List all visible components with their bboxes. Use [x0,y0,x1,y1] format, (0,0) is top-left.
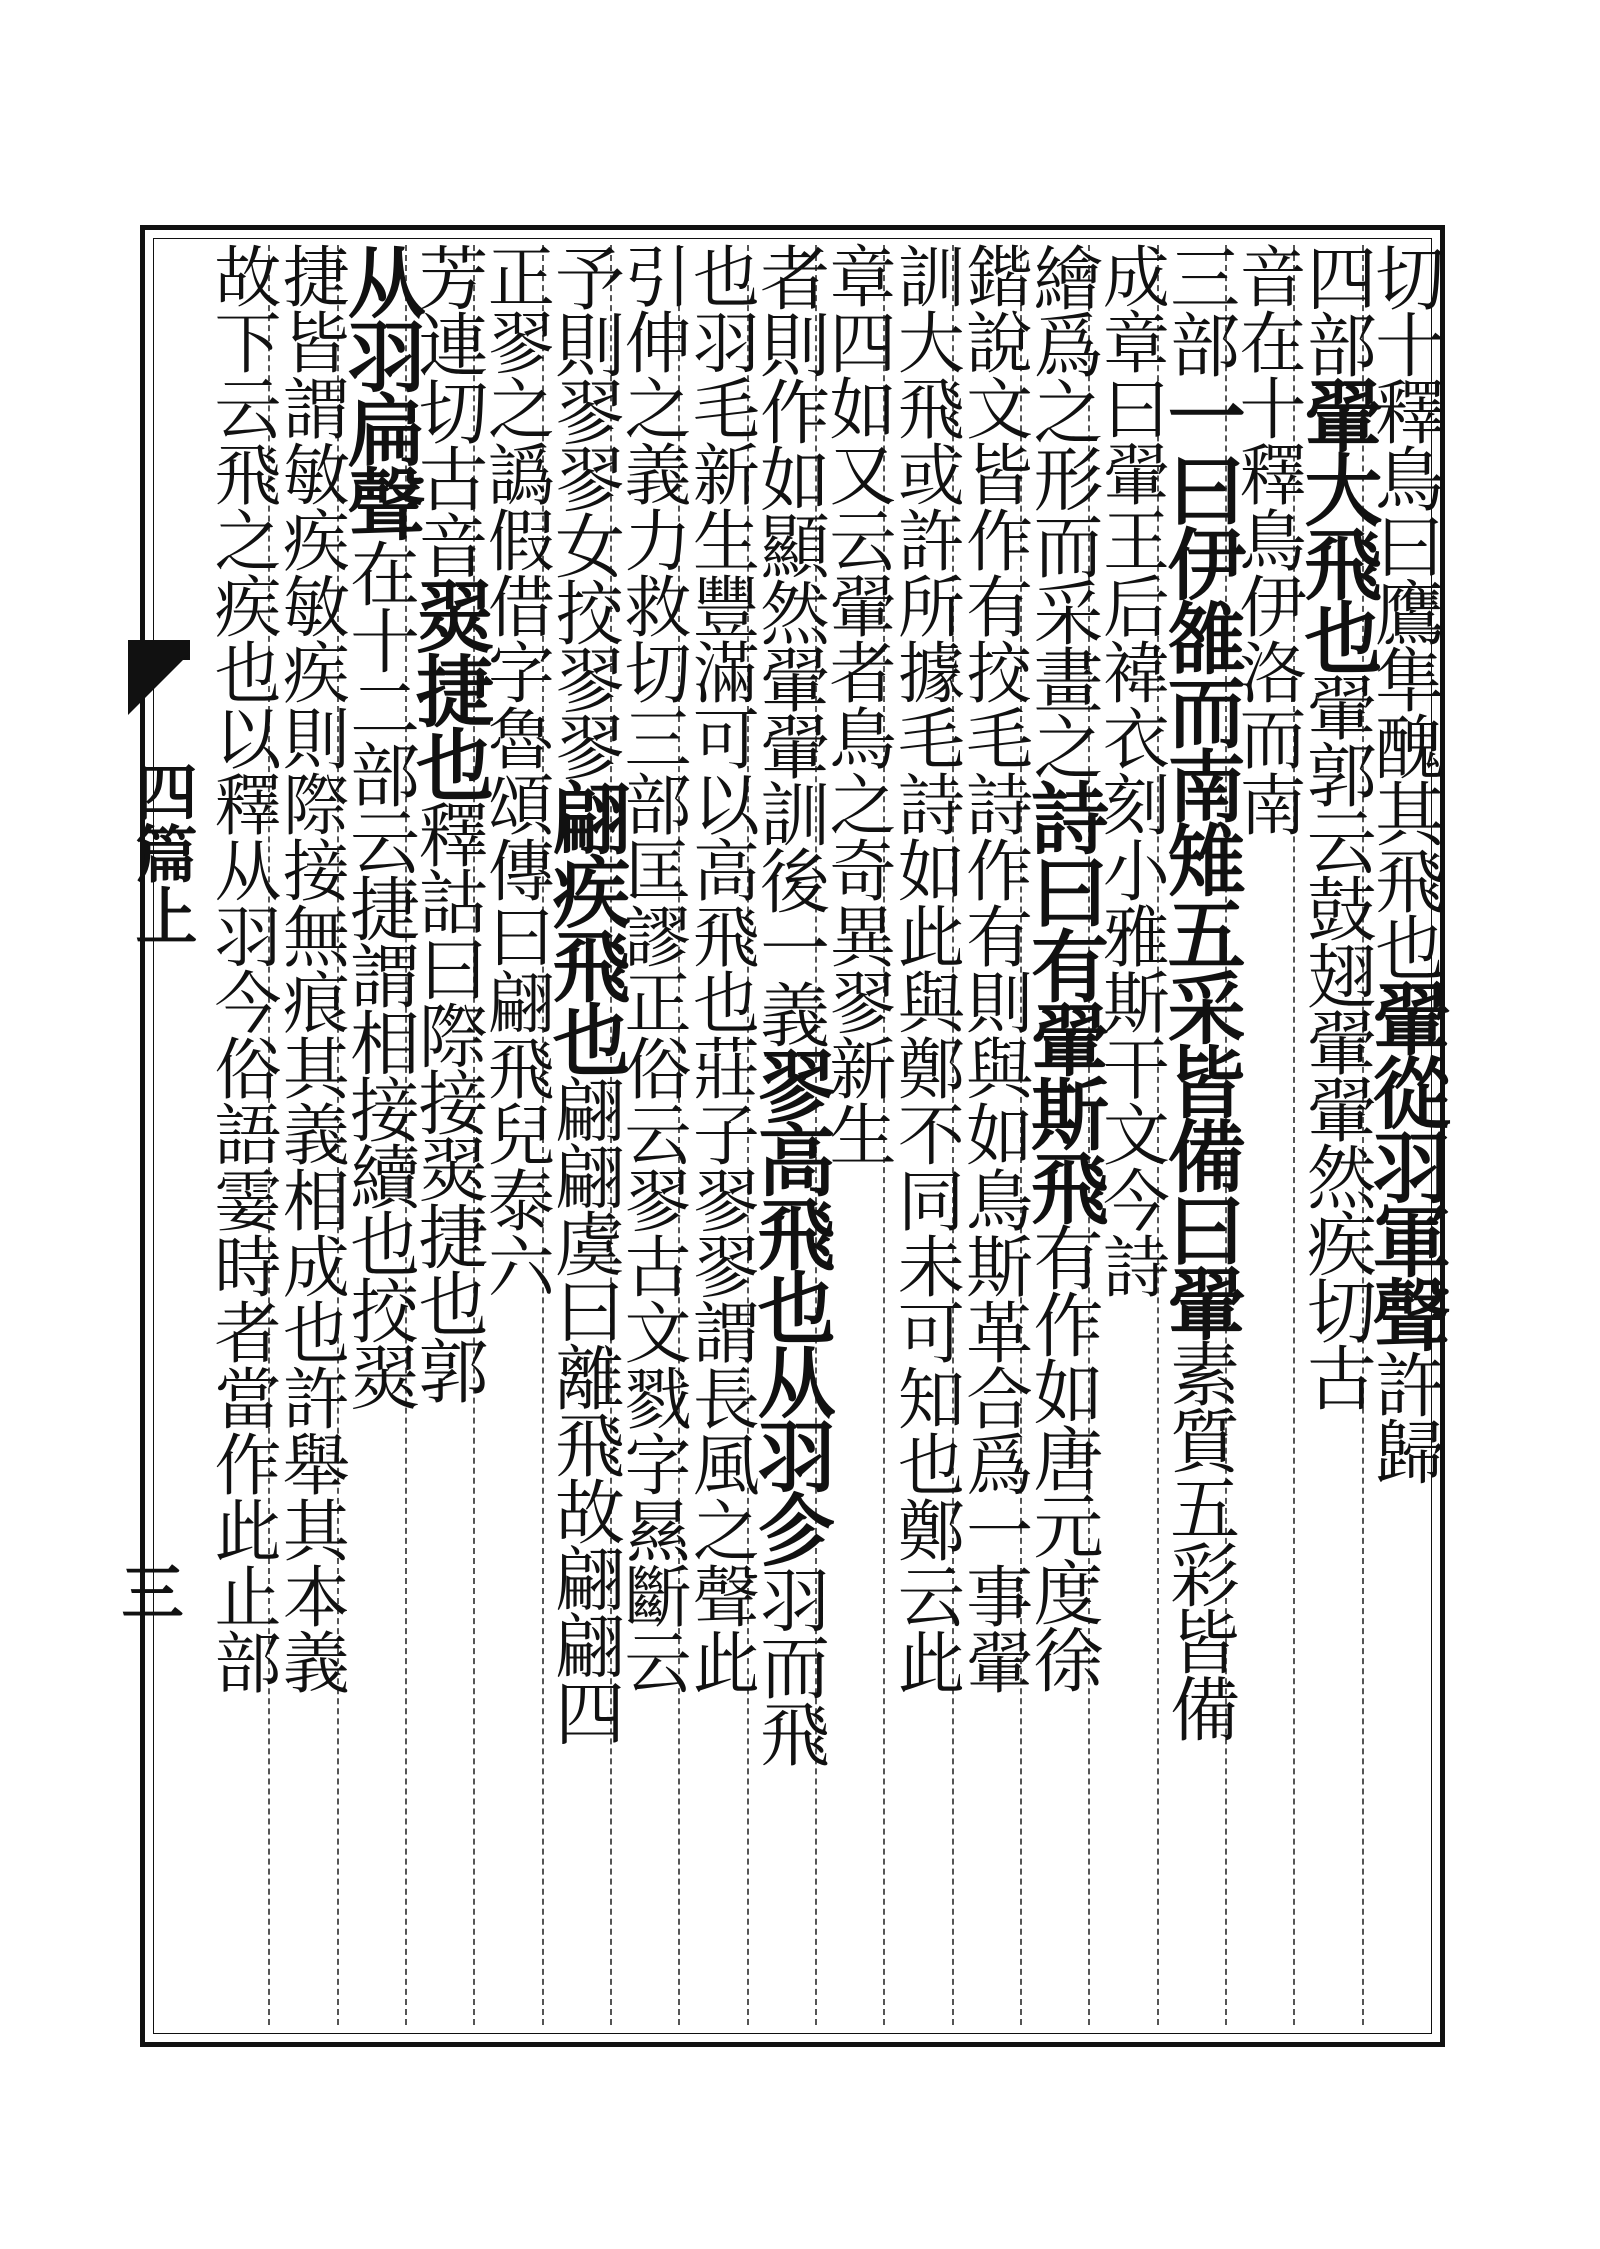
commentary-text: 魯頌傳曰翩飛兒泰六 [477,704,556,1298]
commentary-text: 切古 [1295,1275,1378,1409]
commentary-text: 成章曰翬王后褘衣刻 [1092,242,1171,836]
commentary-text: 鍇說文皆作有挍毛詩作有則與如鳥斯革合爲一事翬 [955,242,1034,1694]
commentary-text: 繪爲之形而采畫之 [1022,242,1104,778]
headword-text: 翬從羽軍聲 [1359,979,1451,1349]
commentary-text: 切十 [1363,242,1446,376]
commentary-text: 羽而飛 [748,1564,831,1765]
center-strip-title: 四篇上 [125,760,198,946]
headword-text: 翩疾飛也 [539,778,631,1074]
commentary-text: 素質五彩皆備 [1158,1338,1241,1740]
headword-text: 翏高飛也从羽㐱 [744,1046,836,1564]
page-number: 三 [111,1560,184,1622]
commentary-text: 音在十 [1229,242,1307,440]
commentary-text: 四部 [1295,242,1378,376]
commentary-text: 云捷謂相接續也挍翜 [338,806,421,1409]
commentary-text: 三部 [1158,242,1241,376]
commentary-text: 翬郭云鼓翅翬翬然疾 [1295,672,1378,1275]
commentary-text: 釋詁曰際接翜捷也郭 [407,799,489,1402]
text-column [1154,242,1246,2027]
commentary-text: 在十二部 [338,538,421,806]
commentary-text: 芳連切古音 [407,242,489,577]
commentary-text: 釋鳥曰鷹隼醜其飛也 [1363,376,1446,979]
commentary-text: 正翏之譌假借字 [477,242,556,704]
headword-text: 从羽扁聲 [334,242,426,538]
headword-text: 一曰伊雒而南雉五采皆備曰翬 [1154,376,1246,1338]
text-column [1291,242,1383,2027]
commentary-text: 者則作如顯然翬翬訓後一義 [748,242,831,1046]
commentary-text: 予則翏翏女挍翏翏 [543,242,626,778]
commentary-text: 故下云飛之疾也以釋从羽今俗語霎時者當作此止部 [204,242,282,1694]
headword-text: 詩曰有翬斯飛 [1018,778,1109,1222]
commentary-text: 小雅斯干文今詩 [1092,836,1171,1298]
commentary-text: 翩翩虞曰離飛故翩翩 [543,1074,626,1677]
commentary-text: 訓大飛或許所據毛詩如此與鄭不同未可知也鄭云此 [887,242,966,1694]
commentary-text: 翏新生 [819,968,897,1166]
headword-text: 翜捷也 [403,577,494,799]
headword-text: 翬大飛也 [1291,376,1383,672]
text-column [539,242,631,2027]
commentary-text: 章四如又云翬者鳥之奇異 [819,242,897,968]
fishtail-mark-icon [128,655,188,715]
commentary-text: 也羽毛新生豐滿可以高飛也莊子翏翏謂長風之聲此 [682,242,761,1694]
commentary-text: 捷皆謂敏疾敏疾則際接無痕其義相成也許舉其本義 [272,242,351,1694]
text-column [744,242,836,2027]
commentary-text: 引伸之義力救切三部匡謬正俗云翏古文戮字㬎斷云 [614,242,692,1694]
commentary-text: 四 [543,1677,626,1744]
text-column [202,242,282,2027]
text-column [1018,242,1109,2027]
text-column [334,242,426,2027]
commentary-text: 有作如唐元度徐 [1022,1222,1104,1691]
commentary-text: 釋鳥伊洛而南 [1229,440,1307,836]
commentary-text: 許歸 [1363,1349,1446,1483]
